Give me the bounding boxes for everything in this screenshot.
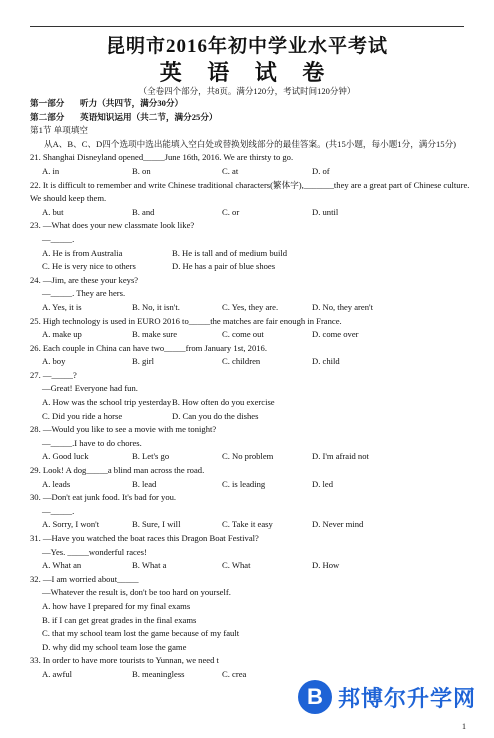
answer-option: C. is leading [222,478,266,489]
answer-option: B. Sure, I will [132,519,181,530]
answer-option: C. children [222,356,261,367]
options-row [30,206,470,220]
answer-option: C. Take it easy [222,519,273,530]
dialog-line: —_____. They are hers. [42,288,126,299]
answer-option: C. He is very nice to others [42,261,136,272]
answer-option: A. make up [42,329,82,340]
options-row [30,260,470,274]
options-row [30,301,470,315]
page-number: 1 [462,722,466,731]
question-item [30,573,470,655]
answer-option: A. leads [42,478,71,489]
answer-option: D. Can you do the dishes [172,410,259,421]
top-rule [30,26,464,27]
answer-option: A. How was the school trip yesterday [42,397,172,408]
answer-option: D. why did my school team lose the game [42,641,187,652]
question-item [30,532,470,573]
answer-option: B. He is tall and of medium build [172,247,288,258]
dialog-line: —_____. [42,233,75,244]
question-stem: 23. —What does your new classmate look like? [30,220,195,231]
answer-option: A. He is from Australia [42,247,123,258]
question-stem: 21. Shanghai Disneyland opened_____June 16th, 2016. We are thirsty to go. [30,152,294,163]
answer-option: B. Let's go [132,451,170,462]
answer-option: D. come over [312,329,359,340]
answer-option: C. that my school team lost the game because of my fault [42,628,240,639]
exam-content [30,97,470,682]
exam-title: 昆明市2016年初中学业水平考试 [105,36,388,57]
options-row [30,396,470,410]
answer-option: A. Sorry, I won't [42,519,100,530]
answer-option: D. of [312,165,330,176]
question-item [30,491,470,532]
answer-option: D. He has a pair of blue shoes [172,261,276,272]
answer-option: A. awful [42,668,73,679]
answer-option: B. and [132,206,155,217]
options-row [30,247,470,261]
dialog-line: —_____. [42,505,75,516]
question-item [30,274,470,315]
options-row [30,355,470,369]
answer-option: C. What [222,560,251,571]
answer-option: C. come out [222,329,264,340]
answer-option: D. I'm afraid not [312,451,369,462]
options-row [30,559,470,573]
question-stem: 25. High technology is used in EURO 2016 to_____the matches are fair enough in France. [30,315,342,326]
options-row [30,328,470,342]
answer-option: D. No, they aren't [312,301,373,312]
part2-heading [30,111,470,125]
exam-subtitle: 英 语 试 卷 [159,60,335,85]
answer-option: A. Good luck [42,451,89,462]
answer-option: B. girl [132,356,154,367]
part2-label: 第二部分 [30,111,65,122]
question-stem: 27. —_____? [30,369,77,380]
question-stem: 30. —Don't eat junk food. It's bad for you. [30,492,177,503]
dialog-line: —Yes. _____wonderful races! [42,546,147,557]
answer-option: B. make sure [132,329,178,340]
answer-option: C. crea [222,668,247,679]
answer-option: B. No, it isn't. [132,301,180,312]
answer-option: D. led [312,478,334,489]
answer-option: B. How often do you exercise [172,397,275,408]
options-row [30,478,470,492]
answer-option: B. What a [132,560,167,571]
question-item [30,219,470,273]
watermark [298,680,476,714]
part1-label: 第一部分 [30,98,65,108]
exam-note: （全卷四个部分，共8页。满分120分，考试时间120分钟） [138,86,356,96]
answer-option: D. until [312,206,339,217]
question-stem: 31. —Have you watched the boat races this Dragon Boat Festival? [30,533,259,543]
answer-option: A. What an [42,560,82,571]
answer-option: A. how have I prepared for my final exams [42,600,191,611]
options-row [30,450,470,464]
question-list [30,151,470,681]
options-row [30,410,470,424]
instructions: 从A、B、C、D四个选项中选出能填入空白处或替换划线部分的最佳答案。(共15小题，每小题1分，满分15分) [44,138,457,149]
part2-text: 英语知识运用（共二节，满分25分） [80,111,218,122]
answer-option: B. meaningless [132,668,185,679]
question-stem: 32. —I am worried about_____ [30,573,139,584]
dialog-line: —Whatever the result is, don't be too hard on yourself. [42,587,231,598]
options-row [30,518,470,532]
answer-option: D. Never mind [312,519,364,530]
question-item [30,423,470,464]
answer-option: B. if I can get great grades in the final exams [42,614,197,625]
question-item [30,464,470,491]
answer-option: B. lead [132,478,157,489]
answer-option: C. Did you ride a horse [42,410,123,421]
answer-option: A. boy [42,356,66,367]
part1-heading [30,97,470,111]
question-stem: 29. Look! A dog_____a blind man across the road. [30,465,205,476]
question-item [30,151,470,178]
answer-option: A. in [42,165,60,176]
question-stem: 33. In order to have more tourists to Yunnan, we need t [30,655,219,666]
answer-option: C. No problem [222,451,274,462]
question-item [30,315,470,342]
watermark-text: 邦博尔升学网 [337,686,476,712]
answer-option: A. Yes, it is [42,301,82,312]
dialog-line: —_____.I have to do chores. [42,437,142,448]
options-row [30,165,470,179]
question-stem: 24. —Jim, are these your keys? [30,274,139,285]
dialog-line: —Great! Everyone had fun. [42,383,138,394]
question-item [30,179,470,220]
part1-text: 听力（共四节，满分30分） [80,98,184,108]
answer-option: B. on [132,165,151,176]
answer-option: C. Yes, they are. [222,301,279,312]
question-stem: 26. Each couple in China can have two_____from January 1st, 2016. [30,342,267,353]
watermark-logo-icon: B [298,680,332,714]
answer-option: A. but [42,206,64,217]
section-1-heading: 第1节 单项填空 [30,125,89,136]
answer-option: C. or [222,206,240,217]
question-stem: 28. —Would you like to see a movie with me tonight? [30,424,217,435]
question-item [30,654,470,681]
question-stem: 22. It is difficult to remember and write Chinese traditional characters(繁体字),_______they are a great part of Chinese culture. We should keep them. [30,179,470,204]
answer-option: D. child [312,356,340,367]
question-item [30,369,470,423]
answer-option: C. at [222,165,239,176]
question-item [30,342,470,369]
answer-option: D. How [312,560,340,571]
